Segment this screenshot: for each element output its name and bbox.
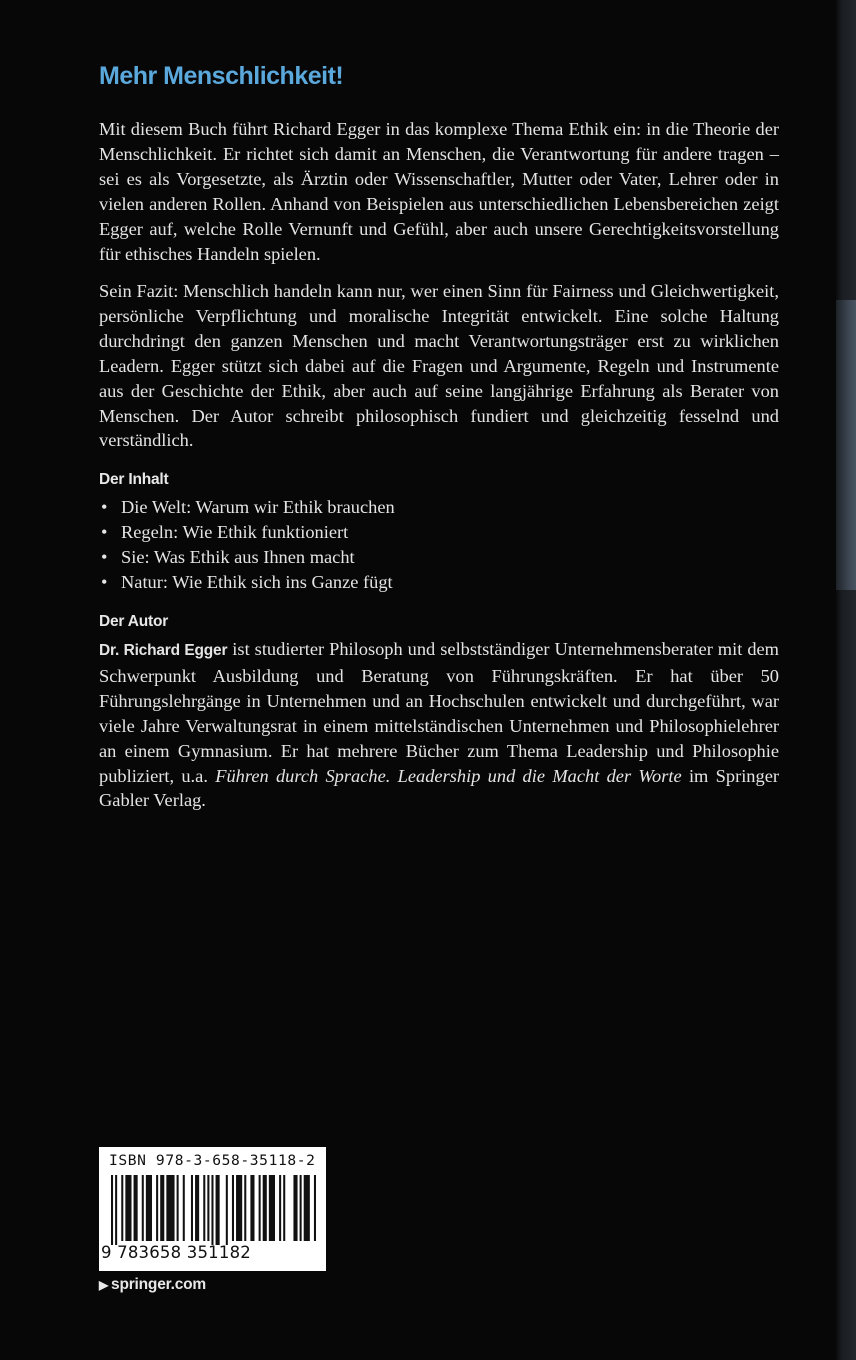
barcode-bar bbox=[134, 1175, 138, 1241]
barcode-bar bbox=[191, 1175, 193, 1241]
barcode-bar bbox=[283, 1175, 285, 1241]
list-item bbox=[99, 520, 779, 545]
barcode-bar bbox=[293, 1175, 297, 1241]
barcode-bar bbox=[111, 1175, 113, 1245]
barcode-bar bbox=[207, 1175, 209, 1241]
author-bio bbox=[99, 637, 779, 813]
barcode-digits: 9 783658 351182 bbox=[101, 1243, 251, 1262]
barcode-bar bbox=[259, 1175, 261, 1241]
barcode-bar bbox=[125, 1175, 131, 1241]
website-label: springer.com bbox=[111, 1276, 206, 1293]
barcode-bar bbox=[300, 1175, 302, 1241]
barcode-bar bbox=[263, 1175, 267, 1241]
barcode-bar bbox=[269, 1175, 275, 1241]
barcode-bar bbox=[146, 1175, 152, 1241]
author-bio-text: ist studierter Philosoph und selbstständiger Unternehmensberater mit dem Schwerpunkt Ausbildung und Beratung von Führungskräften. Er hat über 50 Führungslehrgänge in Unternehmen und an Hochschulen entwickelt und durchgeführt, war viele Jahre Verwaltungsrat in einem mittelständischen Unternehmen und Philosophielehrer an einem Gymnasium. Er hat mehrere Bücher zum Thema Leadership und Philosophie publiziert, u.a. bbox=[99, 639, 779, 786]
barcode-bar bbox=[279, 1175, 281, 1241]
arrow-right-icon: ▶ bbox=[99, 1278, 109, 1292]
barcode-bar bbox=[166, 1175, 174, 1241]
book-title: Führen durch Sprache. Leadership und die Macht der Worte bbox=[215, 765, 682, 786]
barcode-bar bbox=[142, 1175, 144, 1241]
barcode-bar bbox=[232, 1175, 234, 1241]
list-item bbox=[99, 545, 779, 570]
barcode-bar bbox=[226, 1175, 228, 1245]
author-bio-publisher: im Springer Gabler Verlag. bbox=[99, 765, 779, 811]
isbn-barcode bbox=[99, 1147, 326, 1271]
list-item bbox=[99, 495, 779, 520]
conclusion-paragraph: Sein Fazit: Menschlich handeln kann nur, wer einen Sinn für Fairness und Gleichwertigkeit, persönliche Verpflichtung und moralische Integrität entwickelt. Eine solche Haltung durchdringt den ganzen Menschen und macht Verantwortungsträger erst zu wirklichen Leadern. Egger stützt sich dabei auf die Fragen und Argumente, Regeln und Instrumente aus der Geschichte der Ethik, aber auch auf seine langjährige Erfahrung als Berater von Menschen. Der Autor schreibt philosophisch fundiert und gleichzeitig fesselnd und verständlich. bbox=[99, 281, 779, 451]
barcode-bar bbox=[304, 1175, 310, 1241]
list-item-text: Regeln: Wie Ethik funktioniert bbox=[121, 521, 349, 542]
barcode-bar bbox=[314, 1175, 316, 1241]
bullet-icon: • bbox=[101, 546, 108, 567]
spine-highlight bbox=[836, 300, 856, 590]
list-item-text: Natur: Wie Ethik sich ins Ganze fügt bbox=[121, 571, 393, 592]
barcode-bars bbox=[108, 1175, 319, 1245]
intro-paragraph: Mit diesem Buch führt Richard Egger in das komplexe Thema Ethik ein: in die Theorie der Menschlichkeit. Er richtet sich damit an Menschen, die Verantwortung für andere tragen – sei es als Vorgesetzte, als Ärztin oder Wissenschaftler, Mutter oder Vater, Lehrer oder in vielen anderen Rollen. Anhand von Beispielen aus unterschiedlichen Lebensbereichen zeigt Egger auf, welche Rolle Vernunft und Gefühl, aber auch unsere Gerechtigkeitsvorstellung für ethisches Handeln spielen. bbox=[99, 119, 779, 264]
barcode-bar bbox=[156, 1175, 158, 1241]
isbn-label: ISBN 978-3-658-35118-2 bbox=[109, 1152, 316, 1169]
spine-edge bbox=[836, 0, 856, 1360]
barcode-bar bbox=[203, 1175, 205, 1241]
bullet-icon: • bbox=[101, 571, 108, 592]
barcode-bar bbox=[250, 1175, 254, 1241]
barcode-bar bbox=[216, 1175, 220, 1245]
barcode-bar bbox=[121, 1175, 123, 1241]
barcode-bar bbox=[236, 1175, 242, 1241]
contents-list bbox=[99, 495, 779, 595]
barcode-bar bbox=[195, 1175, 199, 1241]
list-item-text: Sie: Was Ethik aus Ihnen macht bbox=[121, 546, 355, 567]
list-item-text: Die Welt: Warum wir Ethik brauchen bbox=[121, 497, 395, 517]
author-name: Dr. Richard Egger bbox=[99, 642, 228, 659]
bullet-icon: • bbox=[101, 521, 108, 542]
barcode-bar bbox=[115, 1175, 117, 1245]
barcode-bar bbox=[244, 1175, 246, 1241]
bullet-icon: • bbox=[101, 497, 108, 517]
cover-title: Mehr Menschlichkeit! bbox=[99, 62, 344, 90]
barcode-bar bbox=[211, 1175, 213, 1245]
author-heading: Der Autor bbox=[99, 613, 169, 630]
barcode-bar bbox=[160, 1175, 164, 1241]
barcode-bar bbox=[177, 1175, 179, 1241]
publisher-website[interactable] bbox=[99, 1276, 206, 1294]
contents-heading: Der Inhalt bbox=[99, 471, 169, 488]
barcode-bar bbox=[183, 1175, 185, 1241]
list-item bbox=[99, 570, 779, 595]
